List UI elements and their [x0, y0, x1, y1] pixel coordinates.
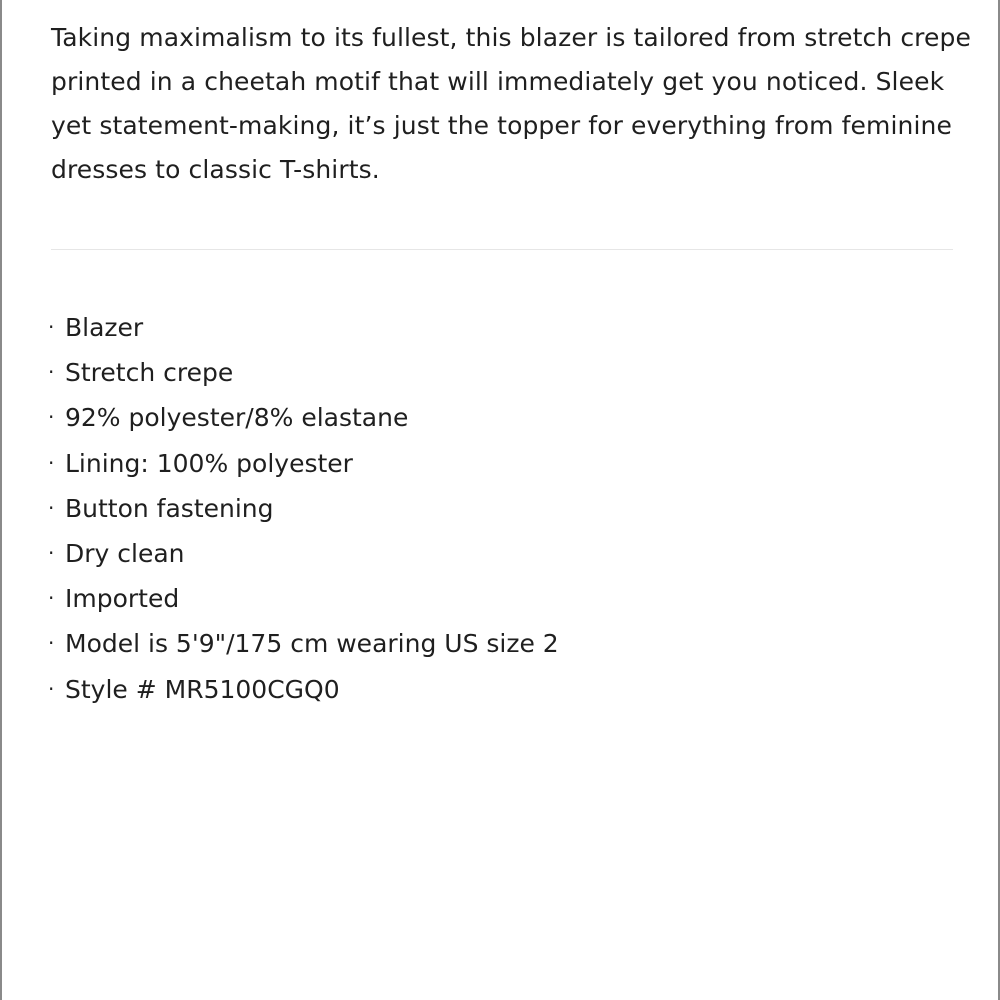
- bullet-icon: ·: [48, 405, 55, 430]
- bullet-icon: ·: [48, 495, 55, 520]
- bullet-icon: ·: [48, 676, 55, 701]
- bullet-icon: ·: [48, 315, 55, 339]
- detail-text: Stretch crepe: [65, 358, 234, 388]
- detail-item: [48, 306, 559, 351]
- detail-text: Lining: 100% polyester: [65, 448, 353, 478]
- product-details-list: [48, 306, 559, 713]
- detail-text: Model is 5'9"/175 cm wearing US size 2: [65, 629, 559, 659]
- detail-item: [48, 396, 559, 441]
- bullet-icon: ·: [48, 631, 55, 656]
- detail-item: [48, 577, 559, 622]
- detail-text: Button fastening: [65, 493, 274, 523]
- bullet-icon: ·: [48, 450, 55, 475]
- detail-item: [48, 532, 559, 577]
- detail-item: [48, 668, 559, 713]
- detail-item: [48, 442, 559, 487]
- detail-text: 92% polyester/8% elastane: [65, 403, 409, 433]
- bullet-icon: ·: [48, 541, 55, 566]
- detail-text: Dry clean: [65, 539, 185, 569]
- detail-item: [48, 622, 559, 667]
- detail-text: Blazer: [65, 313, 144, 342]
- detail-text: Imported: [65, 584, 180, 614]
- detail-item: [48, 487, 559, 532]
- bullet-icon: ·: [48, 586, 55, 611]
- detail-text: Style # MR5100CGQ0: [65, 674, 340, 704]
- product-description: Taking maximalism to its fullest, this blazer is tailored from stretch crepe printed in a cheetah motif that will immediately get you noticed. Sleek yet statement-making, it’s just the topper for everything from feminine dresses to classic T-shirts.: [51, 23, 971, 184]
- section-divider: [51, 249, 953, 250]
- bullet-icon: ·: [48, 360, 55, 385]
- detail-item: [48, 351, 559, 396]
